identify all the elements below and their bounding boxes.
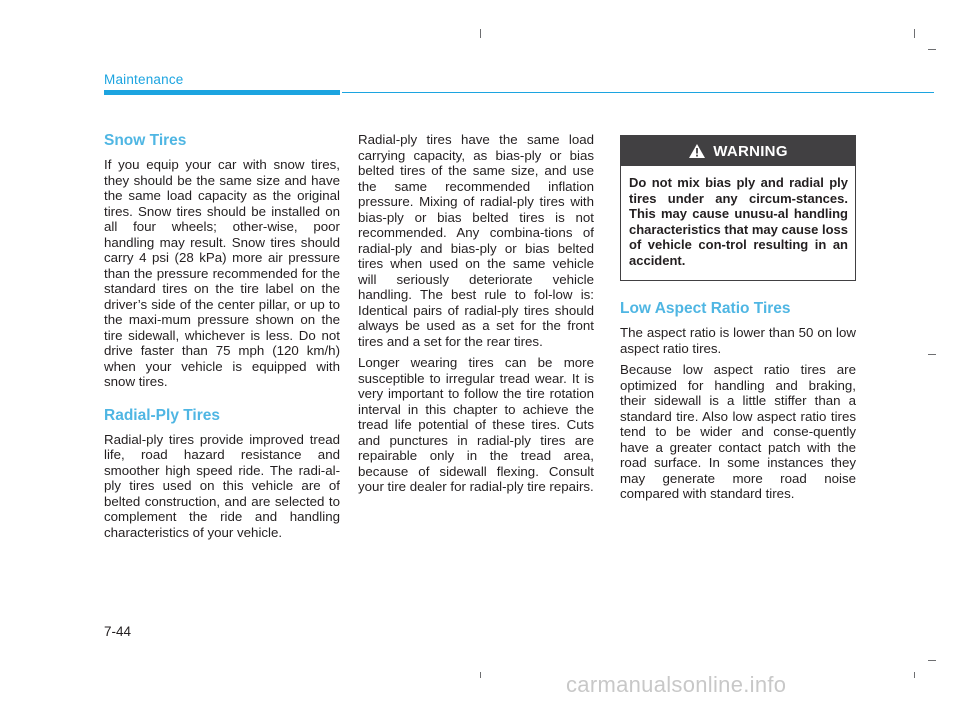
low-aspect-heading: Low Aspect Ratio Tires [620,300,791,317]
radial-ply-text-1: Radial-ply tires provide improved tread life, road hazard resistance and smoother high speed ride. The radi-al-ply tires used on this vehicle are of belted construction, and are selected to complement the ride and handling characteristics of your vehicle. [104,431,340,540]
snow-tires-text: If you equip your car with snow tires, they should be the same size and have the same load capacity as the original tires. Snow tires should be installed on all four wheels; other-wise, poor handling may result. Snow tires should carry 4 psi (28 kPa) more air pressure than the pressure recommended for the standard tires on the tire label on the driver’s side of the center pillar, or up to the maxi-mum pressure shown on the tire sidewall, whichever is less. Do not drive faster than 75 mph (120 km/h) when your vehicle is equipped with snow tires. [104,157,340,389]
header-rule-thin [342,92,934,93]
header-rule-thick [104,90,340,95]
snow-tires-heading: Snow Tires [104,132,187,149]
column-middle [358,132,594,495]
warning-header [621,136,855,166]
crop-mark-right-3 [928,660,936,661]
radial-ply-text-2: Radial-ply tires have the same load carrying capacity, as bias-ply or bias belted tires of the same size, and use the same recommended inflation pressure. Mixing of radial-ply tires with bias-ply or bias belted tires is not recommended. Any combina-tions of radial-ply and bias-ply or bias belted tires when used on the same vehicle will seriously deteriorate vehicle handling. The best rule to fol-low is: Identical pairs of radial-ply tires should always be used as a set for the front tires and a set for the rear tires. [358,132,594,349]
warning-text: Do not mix bias ply and radial ply tires under any circum-stances. This may cause unusu-al handling characteristics that may cause loss of vehicle con-trol resulting in an accident. [629,175,848,268]
low-aspect-text-2: Because low aspect ratio tires are optimized for handling and braking, their sidewall is a little stiffer than a standard tire. Also low aspect ratio tires tend to be wider and conse-quently have a greater contact patch with the road surface. In some instances they may generate more road noise compared with standard tires. [620,362,856,501]
column-right [620,132,856,502]
warning-box [620,135,856,281]
crop-mark-right-1 [928,49,936,50]
watermark: carmanualsonline.info [566,672,787,697]
column-left [104,132,340,540]
low-aspect-text-1: The aspect ratio is lower than 50 on low aspect ratio tires. [620,325,856,356]
crop-mark-bottom-left [480,672,481,678]
crop-mark-top-left [480,29,481,38]
section-label: Maintenance [104,72,184,87]
warning-triangle-icon [688,143,706,159]
warning-label: WARNING [713,142,788,160]
radial-ply-heading: Radial-Ply Tires [104,406,221,424]
page-number: 7-44 [104,624,132,639]
crop-mark-bottom-right [914,672,915,678]
crop-mark-top-right [914,29,915,38]
crop-mark-right-2 [928,354,936,355]
radial-ply-text-3: Longer wearing tires can be more susceptible to irregular tread wear. It is very important to follow the tire rotation interval in this chapter to achieve the tread life potential of these tires. Cuts and punctures in radial-ply tires are repairable only in the tread area, because of sidewall flexing. Consult your tire dealer for radial-ply tire repairs. [358,355,594,494]
